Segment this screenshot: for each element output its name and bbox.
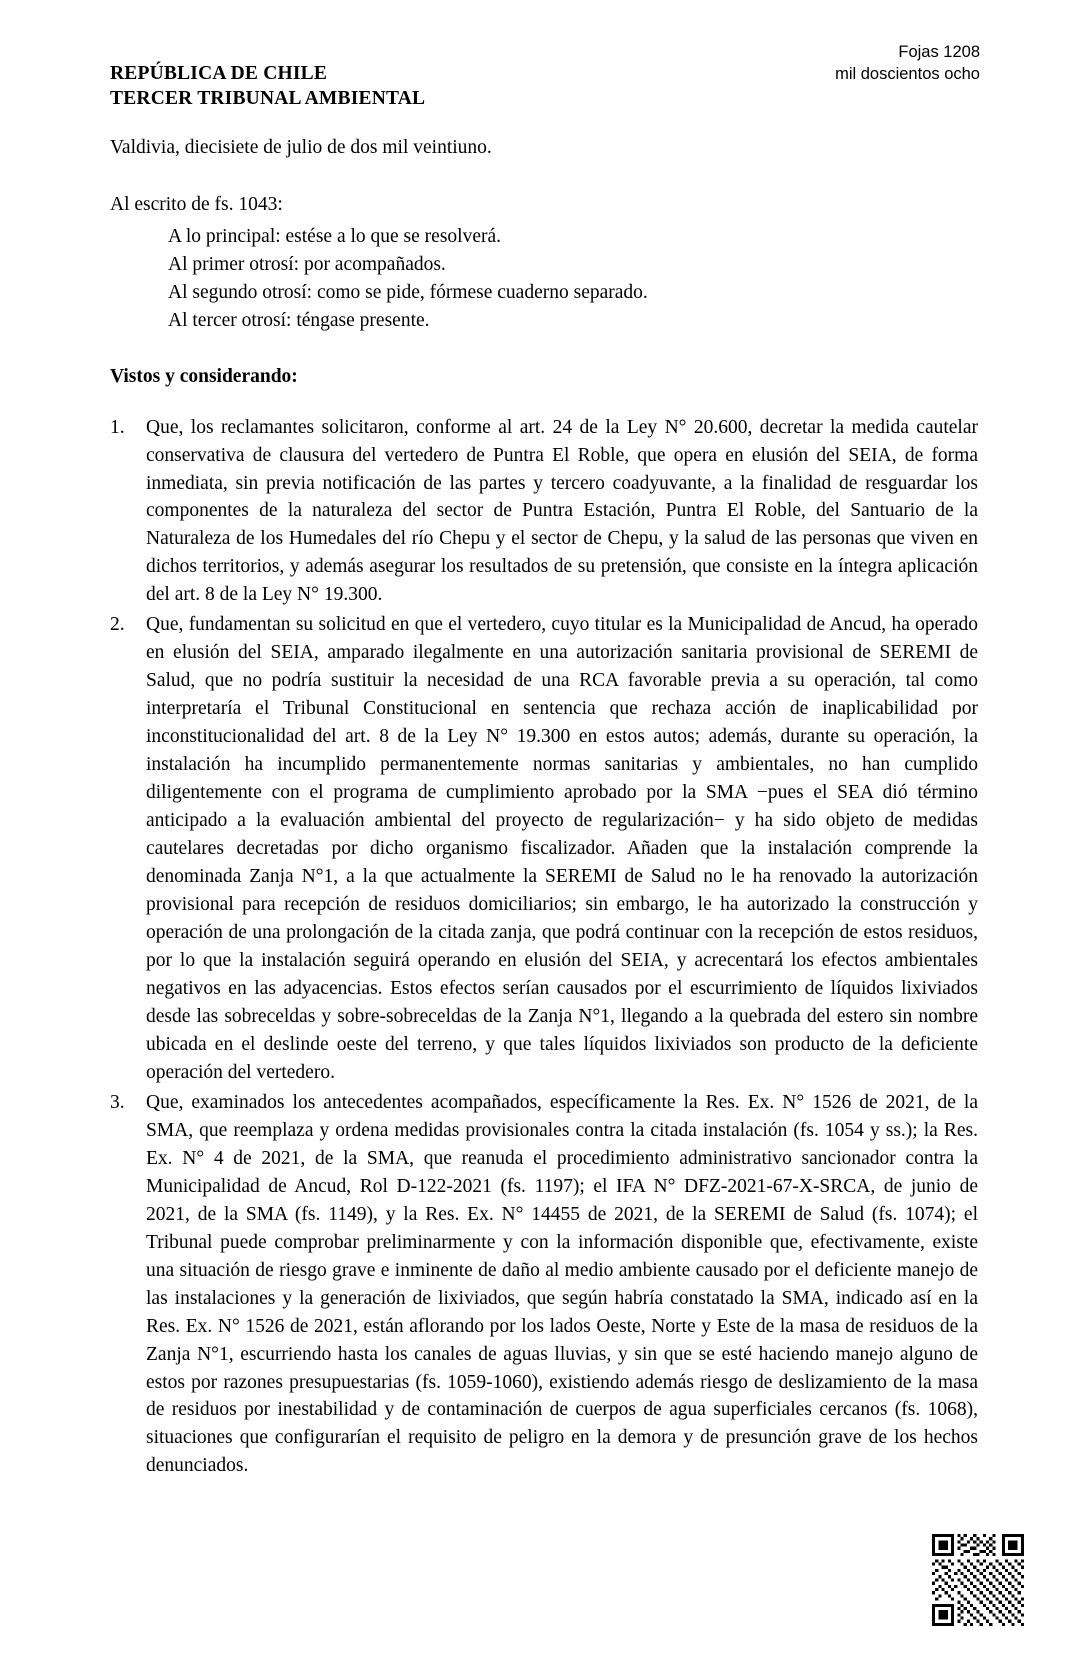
considerando-item: Que, fundamentan su solicitud en que el vertedero, cuyo titular es la Municipalidad de Ancud, ha operado en elusión del SEIA, amparado ilegalmente en una autorización sanitaria provisional de SEREMI de Salud, que no podría sustituir la necesidad de una RCA favorable previa a su operación, tal como interpretaría el Tribunal Constitucional en sentencia que rechaza acción de inaplicabilidad por inconstitucionalidad del art. 8 de la Ley N° 19.300 en estos autos; además, durante su operación, la instalación ha incumplido permanentemente normas sanitarias y ambientales, no han cumplido diligentemente con el programa de cumplimiento aprobado por la SMA −pues el SEA dió término anticipado a la evaluación ambiental del proyecto de regularización− y ha sido objeto de medidas cautelares decretadas por dicho organismo fiscalizador. Añaden que la instalación comprende la denominada Zanja N°1, a la que actualmente la SEREMI de Salud no le ha renovado la autorización provisional para recepción de residuos domiciliarios; sin embargo, le ha autorizado la construcción y operación de una prolongación de la citada zanja, que podrá continuar con la recepción de estos residuos, por lo que la instalación seguirá operando en elusión del SEIA, y acrecentará los efectos ambientales negativos en las adyacencias. Estos efectos serían causados por el escurrimiento de líquidos lixiviados desde las sobreceldas y sobre-sobreceldas de la Zanja N°1, llegando a la quebrada del estero sin nombre ubicada en el deslinde oeste del terreno, y que tales líquidos lixiviados son producto de la deficiente operación del vertedero. [146, 614, 978, 1083]
folio-number: Fojas 1208 [898, 43, 980, 61]
writ-intro: Al escrito de fs. 1043: [110, 194, 283, 216]
place-and-date: Valdivia, diecisiete de julio de dos mil veintiuno. [110, 136, 492, 158]
section-title: Vistos y considerando: [110, 365, 298, 387]
writ-item: Al tercer otrosí: téngase presente. [168, 310, 430, 332]
republic-line: REPÚBLICA DE CHILE [110, 63, 328, 84]
folio-number-words: mil doscientos ocho [835, 64, 980, 83]
tribunal-line: TERCER TRIBUNAL AMBIENTAL [110, 87, 426, 109]
considerando-item: Que, los reclamantes solicitaron, conforme al art. 24 de la Ley N° 20.600, decretar la medida cautelar conservativa de clausura del vertedero de Puntra El Roble, que opera en elusión del SEIA, de forma inmediata, sin previa notificación de las partes y tercero coadyuvante, a la finalidad de resguardar los componentes de la naturaleza del sector de Puntra Estación, Puntra El Roble, del Santuario de la Naturaleza de los Humedales del río Chepu y el sector de Chepu, y la salud de las personas que viven en dichos territorios, y además asegurar los resultados de su pretensión, que consiste en la íntegra aplicación del art. 8 de la Ley N° 19.300. [146, 416, 978, 606]
considerando-item: Que, examinados los antecedentes acompañados, específicamente la Res. Ex. N° 1526 de 2021, de la SMA, que reemplaza y ordena medidas provisionales contra la citada instalación (fs. 1054 y ss.); la Res. Ex. N° 4 de 2021, de la SMA, que reanuda el procedimiento administrativo sancionador contra la Municipalidad de Ancud, Rol D-122-2021 (fs. 1197); el IFA N° DFZ-2021-67-X-SRCA, de junio de 2021, de la SMA (fs. 1149), y la Res. Ex. N° 14455 de 2021, de la SEREMI de Salud (fs. 1074); el Tribunal puede comprobar preliminarmente y con la información disponible que, efectivamente, existe una situación de riesgo grave e inminente de daño al medio ambiente causado por el deficiente manejo de las instalaciones y la generación de lixiviados, que según habría constatado la SMA, indicado así en la Res. Ex. N° 1526 de 2021, están aflorando por los lados Oeste, Norte y Este de la masa de residuos de la Zanja N°1, escurriendo hasta los canales de aguas lluvias, y sin que se esté haciendo manejo alguno de estos por razones presupuestarias (fs. 1059-1060), existiendo además riesgo de deslizamiento de la masa de residuos por inestabilidad y de contaminación de cuerpos de agua superficiales cercanos (fs. 1068), situaciones que configurarían el requisito de peligro en la demora y de presunción grave de los hechos denunciados. [146, 1091, 978, 1477]
writ-resolutions [110, 223, 978, 336]
writ-item: A lo principal: estése a lo que se resolverá. [168, 225, 502, 247]
folio-stamp [835, 42, 980, 86]
writ-item: Al segundo otrosí: como se pide, fórmese cuaderno separado. [168, 282, 648, 304]
qr-code-icon [932, 1534, 1024, 1626]
writ-item: Al primer otrosí: por acompañados. [168, 253, 446, 275]
considerandos-list [110, 414, 978, 1481]
